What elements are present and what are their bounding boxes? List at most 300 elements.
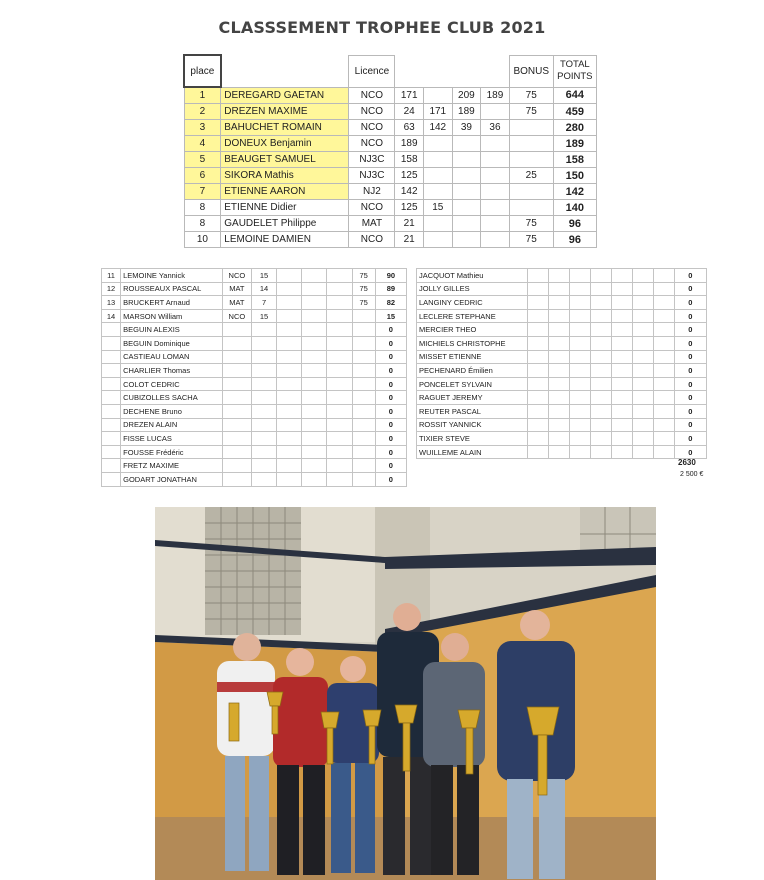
cell-s1: 21	[395, 216, 424, 232]
cell-total: 0	[674, 404, 706, 418]
cell-bonus: 75	[509, 104, 553, 120]
cell-s3	[452, 232, 481, 248]
cell-empty	[548, 296, 569, 310]
cell-name: LECLERE STEPHANE	[417, 309, 528, 323]
cell-empty	[277, 323, 302, 337]
main-table-row	[184, 168, 597, 184]
cell-name: ROSSIT YANNICK	[417, 418, 528, 432]
cell-empty	[527, 323, 548, 337]
cell-empty	[569, 336, 590, 350]
cell-total: 0	[375, 445, 406, 459]
cell-licence	[222, 459, 251, 473]
cell-empty	[569, 432, 590, 446]
cell-s2	[423, 136, 452, 152]
cell-empty	[548, 404, 569, 418]
cell-empty	[527, 432, 548, 446]
left-table-row	[102, 432, 407, 446]
cell-empty	[632, 296, 653, 310]
cell-s1	[251, 364, 276, 378]
cell-name: FOUSSE Frédéric	[121, 445, 223, 459]
cell-s3	[452, 168, 481, 184]
cell-bonus: 75	[509, 216, 553, 232]
cell-s1	[251, 432, 276, 446]
cell-place: 13	[102, 296, 121, 310]
cell-empty	[653, 418, 674, 432]
cell-name: FRETZ MAXIME	[121, 459, 223, 473]
cell-empty	[527, 336, 548, 350]
cell-name: BEGUIN Dominique	[121, 336, 223, 350]
cell-empty	[590, 432, 611, 446]
cell-empty	[302, 445, 327, 459]
cell-s1	[251, 418, 276, 432]
left-table-row	[102, 391, 407, 405]
cell-empty	[302, 459, 327, 473]
cell-s4	[481, 168, 510, 184]
cell-s3	[452, 216, 481, 232]
photo-illustration	[155, 507, 656, 880]
cell-name: JACQUOT Mathieu	[417, 269, 528, 283]
cell-name: DREZEN MAXIME	[221, 104, 349, 120]
cell-empty	[277, 296, 302, 310]
cell-empty	[590, 404, 611, 418]
cell-s3	[452, 184, 481, 200]
cell-bonus	[352, 377, 375, 391]
cell-place: 8	[184, 200, 221, 216]
main-table-row	[184, 136, 597, 152]
cell-empty	[632, 336, 653, 350]
cell-name: CASTIEAU LOMAN	[121, 350, 223, 364]
cell-licence	[222, 377, 251, 391]
cell-place	[102, 432, 121, 446]
cell-name: GODART JONATHAN	[121, 472, 223, 486]
cell-empty	[653, 391, 674, 405]
cell-total: 0	[375, 364, 406, 378]
cell-empty	[632, 350, 653, 364]
right-table-row	[417, 350, 707, 364]
cell-empty	[548, 282, 569, 296]
cell-s1	[251, 445, 276, 459]
header-name-blank	[221, 55, 349, 87]
main-table-row	[184, 200, 597, 216]
cell-name: GAUDELET Philippe	[221, 216, 349, 232]
header-licence: Licence	[349, 55, 395, 87]
cell-total: 0	[674, 323, 706, 337]
cell-licence: NJ3C	[349, 168, 395, 184]
cell-s4: 189	[481, 87, 510, 104]
cell-place	[102, 350, 121, 364]
cell-empty	[653, 323, 674, 337]
cell-bonus	[352, 309, 375, 323]
cell-empty	[548, 432, 569, 446]
cell-name: ETIENNE AARON	[221, 184, 349, 200]
cell-total: 0	[674, 296, 706, 310]
cell-empty	[527, 377, 548, 391]
main-table-row	[184, 184, 597, 200]
cell-empty	[653, 309, 674, 323]
cell-empty	[590, 336, 611, 350]
cell-bonus	[352, 323, 375, 337]
cell-place: 4	[184, 136, 221, 152]
cell-total: 0	[674, 309, 706, 323]
cell-total: 15	[375, 309, 406, 323]
cell-empty	[632, 445, 653, 459]
header-total-points: TOTAL POINTS	[553, 55, 596, 87]
cell-place: 5	[184, 152, 221, 168]
left-table-row	[102, 309, 407, 323]
cell-total: 0	[375, 472, 406, 486]
cell-licence: NCO	[349, 232, 395, 248]
cell-total: 0	[674, 377, 706, 391]
cell-place	[102, 364, 121, 378]
cell-name: MICHIELS CHRISTOPHE	[417, 336, 528, 350]
cell-s4	[481, 104, 510, 120]
main-table-row	[184, 120, 597, 136]
cell-licence	[222, 391, 251, 405]
cell-s1: 158	[395, 152, 424, 168]
cell-empty	[277, 377, 302, 391]
cell-total: 150	[553, 168, 596, 184]
cell-name: TIXIER STEVE	[417, 432, 528, 446]
right-table-row	[417, 364, 707, 378]
cell-empty	[302, 296, 327, 310]
cell-empty	[527, 364, 548, 378]
cell-place: 8	[184, 216, 221, 232]
cell-empty	[327, 418, 352, 432]
left-table-row	[102, 296, 407, 310]
cell-s2	[423, 184, 452, 200]
cell-bonus: 75	[352, 296, 375, 310]
cell-total: 142	[553, 184, 596, 200]
cell-bonus	[352, 404, 375, 418]
header-place: place	[184, 55, 221, 87]
cell-s1: 24	[395, 104, 424, 120]
cell-empty	[327, 309, 352, 323]
cell-total: 0	[674, 445, 706, 459]
cell-s4	[481, 232, 510, 248]
cell-empty	[611, 309, 632, 323]
cell-name: LANGINY CEDRIC	[417, 296, 528, 310]
cell-empty	[302, 350, 327, 364]
main-table-row	[184, 87, 597, 104]
cell-empty	[632, 418, 653, 432]
cell-total: 89	[375, 282, 406, 296]
cell-total: 0	[375, 432, 406, 446]
cell-licence: NCO	[222, 309, 251, 323]
cell-empty	[277, 364, 302, 378]
cell-empty	[527, 296, 548, 310]
main-table-row	[184, 104, 597, 120]
cell-empty	[327, 269, 352, 283]
cell-place: 10	[184, 232, 221, 248]
cell-place	[102, 323, 121, 337]
cell-s2: 171	[423, 104, 452, 120]
cell-s3	[452, 152, 481, 168]
cell-s3	[452, 200, 481, 216]
cell-place	[102, 418, 121, 432]
cell-s1	[251, 459, 276, 473]
cell-bonus	[509, 200, 553, 216]
cell-empty	[611, 269, 632, 283]
cell-place: 7	[184, 184, 221, 200]
left-table-row	[102, 404, 407, 418]
cell-s2	[423, 152, 452, 168]
cell-licence: MAT	[222, 296, 251, 310]
cell-empty	[569, 445, 590, 459]
cell-name: MARSON William	[121, 309, 223, 323]
cell-s4	[481, 216, 510, 232]
cell-empty	[611, 296, 632, 310]
cell-empty	[327, 336, 352, 350]
cell-empty	[590, 377, 611, 391]
cell-name: CUBIZOLLES SACHA	[121, 391, 223, 405]
cell-empty	[277, 282, 302, 296]
cell-place	[102, 336, 121, 350]
left-table-row	[102, 350, 407, 364]
cell-total: 0	[674, 282, 706, 296]
cell-bonus	[509, 184, 553, 200]
cell-empty	[327, 472, 352, 486]
left-table-row	[102, 282, 407, 296]
left-table-row	[102, 377, 407, 391]
right-secondary-table	[416, 268, 707, 459]
cell-empty	[590, 323, 611, 337]
cell-name: MISSET ETIENNE	[417, 350, 528, 364]
cell-place	[102, 459, 121, 473]
cell-empty	[277, 472, 302, 486]
cell-total: 140	[553, 200, 596, 216]
left-table-row	[102, 459, 407, 473]
cell-empty	[632, 391, 653, 405]
cell-empty	[569, 418, 590, 432]
right-table-row	[417, 323, 707, 337]
cell-empty	[527, 282, 548, 296]
cell-empty	[277, 269, 302, 283]
cell-place: 3	[184, 120, 221, 136]
cell-empty	[302, 404, 327, 418]
cell-empty	[302, 323, 327, 337]
cell-empty	[327, 459, 352, 473]
cell-empty	[611, 418, 632, 432]
left-table-row	[102, 323, 407, 337]
cell-empty	[548, 323, 569, 337]
cell-empty	[569, 309, 590, 323]
cell-name: DREZEN ALAIN	[121, 418, 223, 432]
cell-empty	[611, 445, 632, 459]
cell-empty	[632, 364, 653, 378]
cell-bonus: 25	[509, 168, 553, 184]
left-table-row	[102, 445, 407, 459]
cell-empty	[327, 445, 352, 459]
cell-empty	[632, 404, 653, 418]
cell-total: 280	[553, 120, 596, 136]
cell-empty	[590, 350, 611, 364]
cell-place: 11	[102, 269, 121, 283]
cell-licence: NCO	[349, 104, 395, 120]
cell-empty	[548, 309, 569, 323]
cell-total: 0	[375, 391, 406, 405]
cell-empty	[632, 309, 653, 323]
cell-s1	[251, 350, 276, 364]
cell-empty	[653, 404, 674, 418]
cell-licence: NCO	[349, 120, 395, 136]
cell-empty	[590, 269, 611, 283]
cell-bonus	[509, 120, 553, 136]
cell-bonus	[352, 391, 375, 405]
cell-s1: 125	[395, 200, 424, 216]
cell-s1	[251, 391, 276, 405]
cell-empty	[277, 404, 302, 418]
cell-empty	[302, 309, 327, 323]
cell-empty	[277, 445, 302, 459]
cell-s1	[251, 336, 276, 350]
cell-empty	[527, 404, 548, 418]
cell-bonus	[352, 418, 375, 432]
cell-empty	[632, 323, 653, 337]
cell-empty	[590, 309, 611, 323]
page-title: CLASSSEMENT TROPHEE CLUB 2021	[218, 18, 546, 37]
cell-total: 0	[674, 391, 706, 405]
cell-empty	[277, 350, 302, 364]
cell-empty	[548, 377, 569, 391]
cell-s2	[423, 168, 452, 184]
header-bonus: BONUS	[509, 55, 553, 87]
cell-empty	[277, 391, 302, 405]
right-table-row	[417, 309, 707, 323]
cell-bonus	[352, 459, 375, 473]
cell-s1	[251, 323, 276, 337]
cell-total: 189	[553, 136, 596, 152]
cell-empty	[569, 377, 590, 391]
cell-licence: MAT	[222, 282, 251, 296]
cell-empty	[590, 445, 611, 459]
cell-bonus	[509, 152, 553, 168]
cell-empty	[653, 432, 674, 446]
cell-s1: 21	[395, 232, 424, 248]
cell-name: PONCELET SYLVAIN	[417, 377, 528, 391]
cell-empty	[611, 404, 632, 418]
cell-name: DONEUX Benjamin	[221, 136, 349, 152]
cell-total: 158	[553, 152, 596, 168]
cell-bonus: 75	[352, 282, 375, 296]
cell-s1: 189	[395, 136, 424, 152]
cell-bonus: 75	[352, 269, 375, 283]
cell-name: ROUSSEAUX PASCAL	[121, 282, 223, 296]
cell-empty	[632, 377, 653, 391]
cell-name: DECHENE Bruno	[121, 404, 223, 418]
cell-empty	[277, 418, 302, 432]
cell-empty	[611, 391, 632, 405]
cell-empty	[548, 391, 569, 405]
cell-licence	[222, 364, 251, 378]
cell-name: COLOT CEDRIC	[121, 377, 223, 391]
cell-total: 90	[375, 269, 406, 283]
cell-empty	[527, 418, 548, 432]
main-ranking-table	[183, 54, 597, 248]
cell-s2	[423, 87, 452, 104]
cell-s3: 209	[452, 87, 481, 104]
amount-euro: 2 500 €	[680, 471, 704, 478]
cell-place: 1	[184, 87, 221, 104]
cell-empty	[653, 269, 674, 283]
main-table-row	[184, 216, 597, 232]
cell-empty	[569, 364, 590, 378]
right-table-row	[417, 282, 707, 296]
cell-empty	[302, 364, 327, 378]
cell-empty	[569, 350, 590, 364]
cell-empty	[302, 282, 327, 296]
cell-empty	[302, 432, 327, 446]
right-table-row	[417, 432, 707, 446]
cell-name: BEGUIN ALEXIS	[121, 323, 223, 337]
cell-s3	[452, 136, 481, 152]
cell-bonus	[352, 472, 375, 486]
cell-bonus	[509, 136, 553, 152]
cell-empty	[527, 445, 548, 459]
cell-empty	[327, 432, 352, 446]
cell-name: BAHUCHET ROMAIN	[221, 120, 349, 136]
cell-empty	[548, 364, 569, 378]
cell-empty	[590, 391, 611, 405]
cell-place: 14	[102, 309, 121, 323]
main-table-header	[184, 55, 597, 87]
right-table-row	[417, 377, 707, 391]
cell-name: FISSE LUCAS	[121, 432, 223, 446]
cell-name: JOLLY GILLES	[417, 282, 528, 296]
cell-name: SIKORA Mathis	[221, 168, 349, 184]
right-table-row	[417, 269, 707, 283]
cell-empty	[653, 445, 674, 459]
cell-empty	[327, 282, 352, 296]
cell-licence: NCO	[349, 136, 395, 152]
cell-empty	[548, 445, 569, 459]
cell-licence: MAT	[349, 216, 395, 232]
cell-total: 0	[674, 350, 706, 364]
cell-name: PECHENARD Émilien	[417, 364, 528, 378]
cell-s1	[251, 377, 276, 391]
main-table-row	[184, 152, 597, 168]
cell-total: 459	[553, 104, 596, 120]
cell-total: 0	[674, 269, 706, 283]
cell-empty	[302, 472, 327, 486]
cell-empty	[527, 309, 548, 323]
right-table-row	[417, 336, 707, 350]
cell-licence	[222, 350, 251, 364]
cell-licence	[222, 472, 251, 486]
cell-empty	[327, 296, 352, 310]
cell-empty	[569, 323, 590, 337]
cell-s2	[423, 232, 452, 248]
cell-empty	[653, 364, 674, 378]
cell-s1: 15	[251, 309, 276, 323]
cell-s1: 14	[251, 282, 276, 296]
cell-place: 12	[102, 282, 121, 296]
cell-empty	[327, 364, 352, 378]
cell-empty	[653, 377, 674, 391]
cell-total: 0	[375, 459, 406, 473]
cell-total: 644	[553, 87, 596, 104]
cell-empty	[327, 391, 352, 405]
cell-licence	[222, 336, 251, 350]
cell-total: 0	[375, 418, 406, 432]
cell-empty	[277, 432, 302, 446]
cell-empty	[302, 336, 327, 350]
cell-bonus	[352, 350, 375, 364]
cell-empty	[611, 364, 632, 378]
cell-empty	[590, 364, 611, 378]
cell-total: 0	[375, 350, 406, 364]
main-table-row	[184, 232, 597, 248]
cell-place	[102, 472, 121, 486]
